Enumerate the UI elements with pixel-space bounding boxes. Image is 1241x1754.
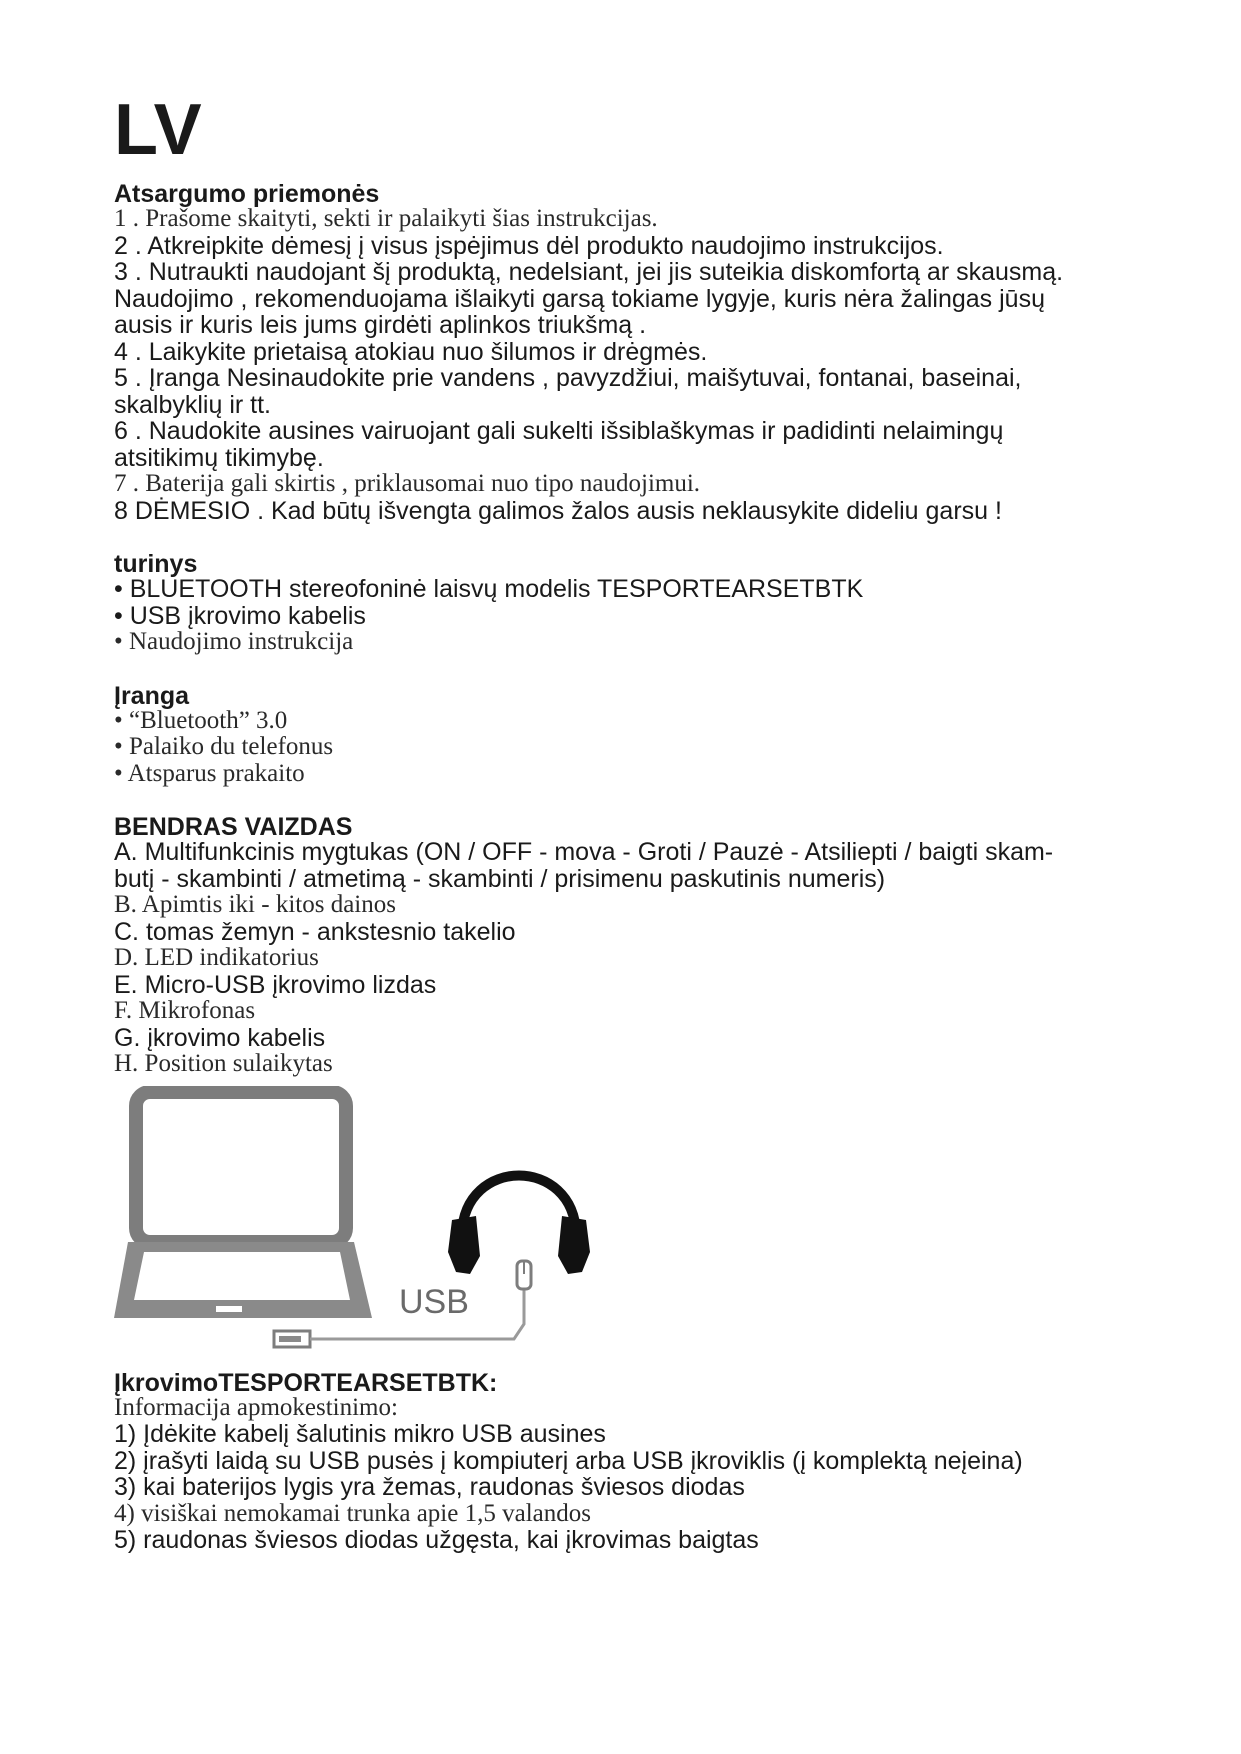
overview-line: B. Apimtis iki - kitos dainos	[114, 891, 396, 918]
manual-page	[114, 90, 1174, 1554]
precaution-line: 3 . Nutraukti naudojant šį produktą, nedelsiant, jei jis suteikia diskomfortą ar skausmą.	[114, 258, 1064, 286]
precaution-line: 5 . Įranga Nesinaudokite prie vandens , pavyzdžiui, maišytuvai, fontanai, baseinai,	[114, 364, 1022, 392]
spacer	[114, 524, 1174, 552]
overview-line: G. įkrovimo kabelis	[114, 1023, 326, 1052]
precaution-line: 4 . Laikykite prietaisą atokiau nuo šilumos ir drėgmės.	[114, 337, 708, 366]
equipment-item: • Atsparus prakaito	[114, 759, 305, 787]
charging-illustration	[114, 1086, 594, 1356]
charging-title: ĮkrovimoTESPORTEARSETBTK:	[114, 1368, 498, 1397]
overview-line: F. Mikrofonas	[114, 997, 256, 1024]
usb-label: USB	[399, 1282, 469, 1321]
charging-section	[114, 1368, 1174, 1554]
charging-line: Informacija apmokestinimo:	[114, 1393, 398, 1421]
precaution-line: ausis ir kuris leis jums girdėti aplinkos triukšmą .	[114, 311, 647, 339]
overview-line: D. LED indikatorius	[114, 944, 319, 971]
equipment-section	[114, 681, 1174, 788]
laptop-icon	[114, 1092, 372, 1318]
overview-line: A. Multifunkcinis mygtukas (ON / OFF - mova - Groti / Pauzė - Atsiliepti / baigti skam-	[114, 838, 1054, 866]
equipment-item: • “Bluetooth” 3.0	[114, 706, 288, 734]
charging-line: 4) visiškai nemokamai trunka apie 1,5 valandos	[114, 1499, 591, 1527]
precaution-line: 2 . Atkreipkite dėmesį į visus įspėjimus dėl produkto naudojimo instrukcijos.	[114, 231, 944, 260]
language-code: LV	[114, 90, 203, 170]
charging-line: 1) Įdėkite kabelį šalutinis mikro USB ausines	[114, 1420, 606, 1448]
contents-section	[114, 552, 1174, 656]
precaution-line: 6 . Naudokite ausines vairuojant gali sukelti išsiblaškymas ir padidinti nelaimingų	[114, 417, 1004, 445]
contents-item: • BLUETOOTH stereofoninė laisvų modelis TESPORTEARSETBTK	[114, 575, 864, 603]
overview-line: C. tomas žemyn - ankstesnio takelio	[114, 917, 516, 946]
contents-item: • USB įkrovimo kabelis	[114, 601, 366, 630]
precautions-title: Atsargumo priemonės	[114, 180, 380, 208]
headphones-icon	[448, 1175, 590, 1289]
overview-line: butį - skambinti / atmetimą - skambinti / prisimenu paskutinis numeris)	[114, 864, 886, 893]
contents-title: turinys	[114, 550, 198, 578]
precaution-line: 8 DĖMESIO . Kad būtų išvengta galimos žalos ausis neklausykite dideliu garsu !	[114, 496, 1002, 525]
equipment-item: • Palaiko du telefonus	[114, 733, 334, 760]
precaution-line: skalbyklių ir tt.	[114, 390, 271, 419]
charging-line: 5) raudonas šviesos diodas užgęsta, kai įkrovimas baigtas	[114, 1526, 759, 1554]
precaution-line: Naudojimo , rekomenduojama išlaikyti garsą tokiame lygyje, kuris nėra žalingas jūsų	[114, 284, 1045, 313]
overview-line: H. Position sulaikytas	[114, 1050, 333, 1077]
charging-line: 2) įrašyti laidą su USB pusės į kompiuterį arba USB įkroviklis (į komplektą neįeina)	[114, 1446, 1023, 1475]
precautions-section	[114, 182, 1174, 524]
spacer	[114, 787, 1174, 815]
precaution-line: atsitikimų tikimybę.	[114, 443, 324, 472]
precaution-line: 7 . Baterija gali skirtis , priklausomai nuo tipo naudojimui.	[114, 470, 701, 497]
overview-section	[114, 815, 1174, 1078]
overview-title: BENDRAS VAIZDAS	[114, 813, 353, 841]
charging-line: 3) kai baterijos lygis yra žemas, raudonas šviesos diodas	[114, 1473, 745, 1501]
spacer	[114, 656, 1174, 684]
contents-item: • Naudojimo instrukcija	[114, 628, 354, 655]
equipment-title: Įranga	[114, 681, 190, 710]
precaution-line: 1 . Prašome skaityti, sekti ir palaikyti šias instrukcijas.	[114, 205, 658, 232]
overview-line: E. Micro-USB įkrovimo lizdas	[114, 970, 437, 999]
